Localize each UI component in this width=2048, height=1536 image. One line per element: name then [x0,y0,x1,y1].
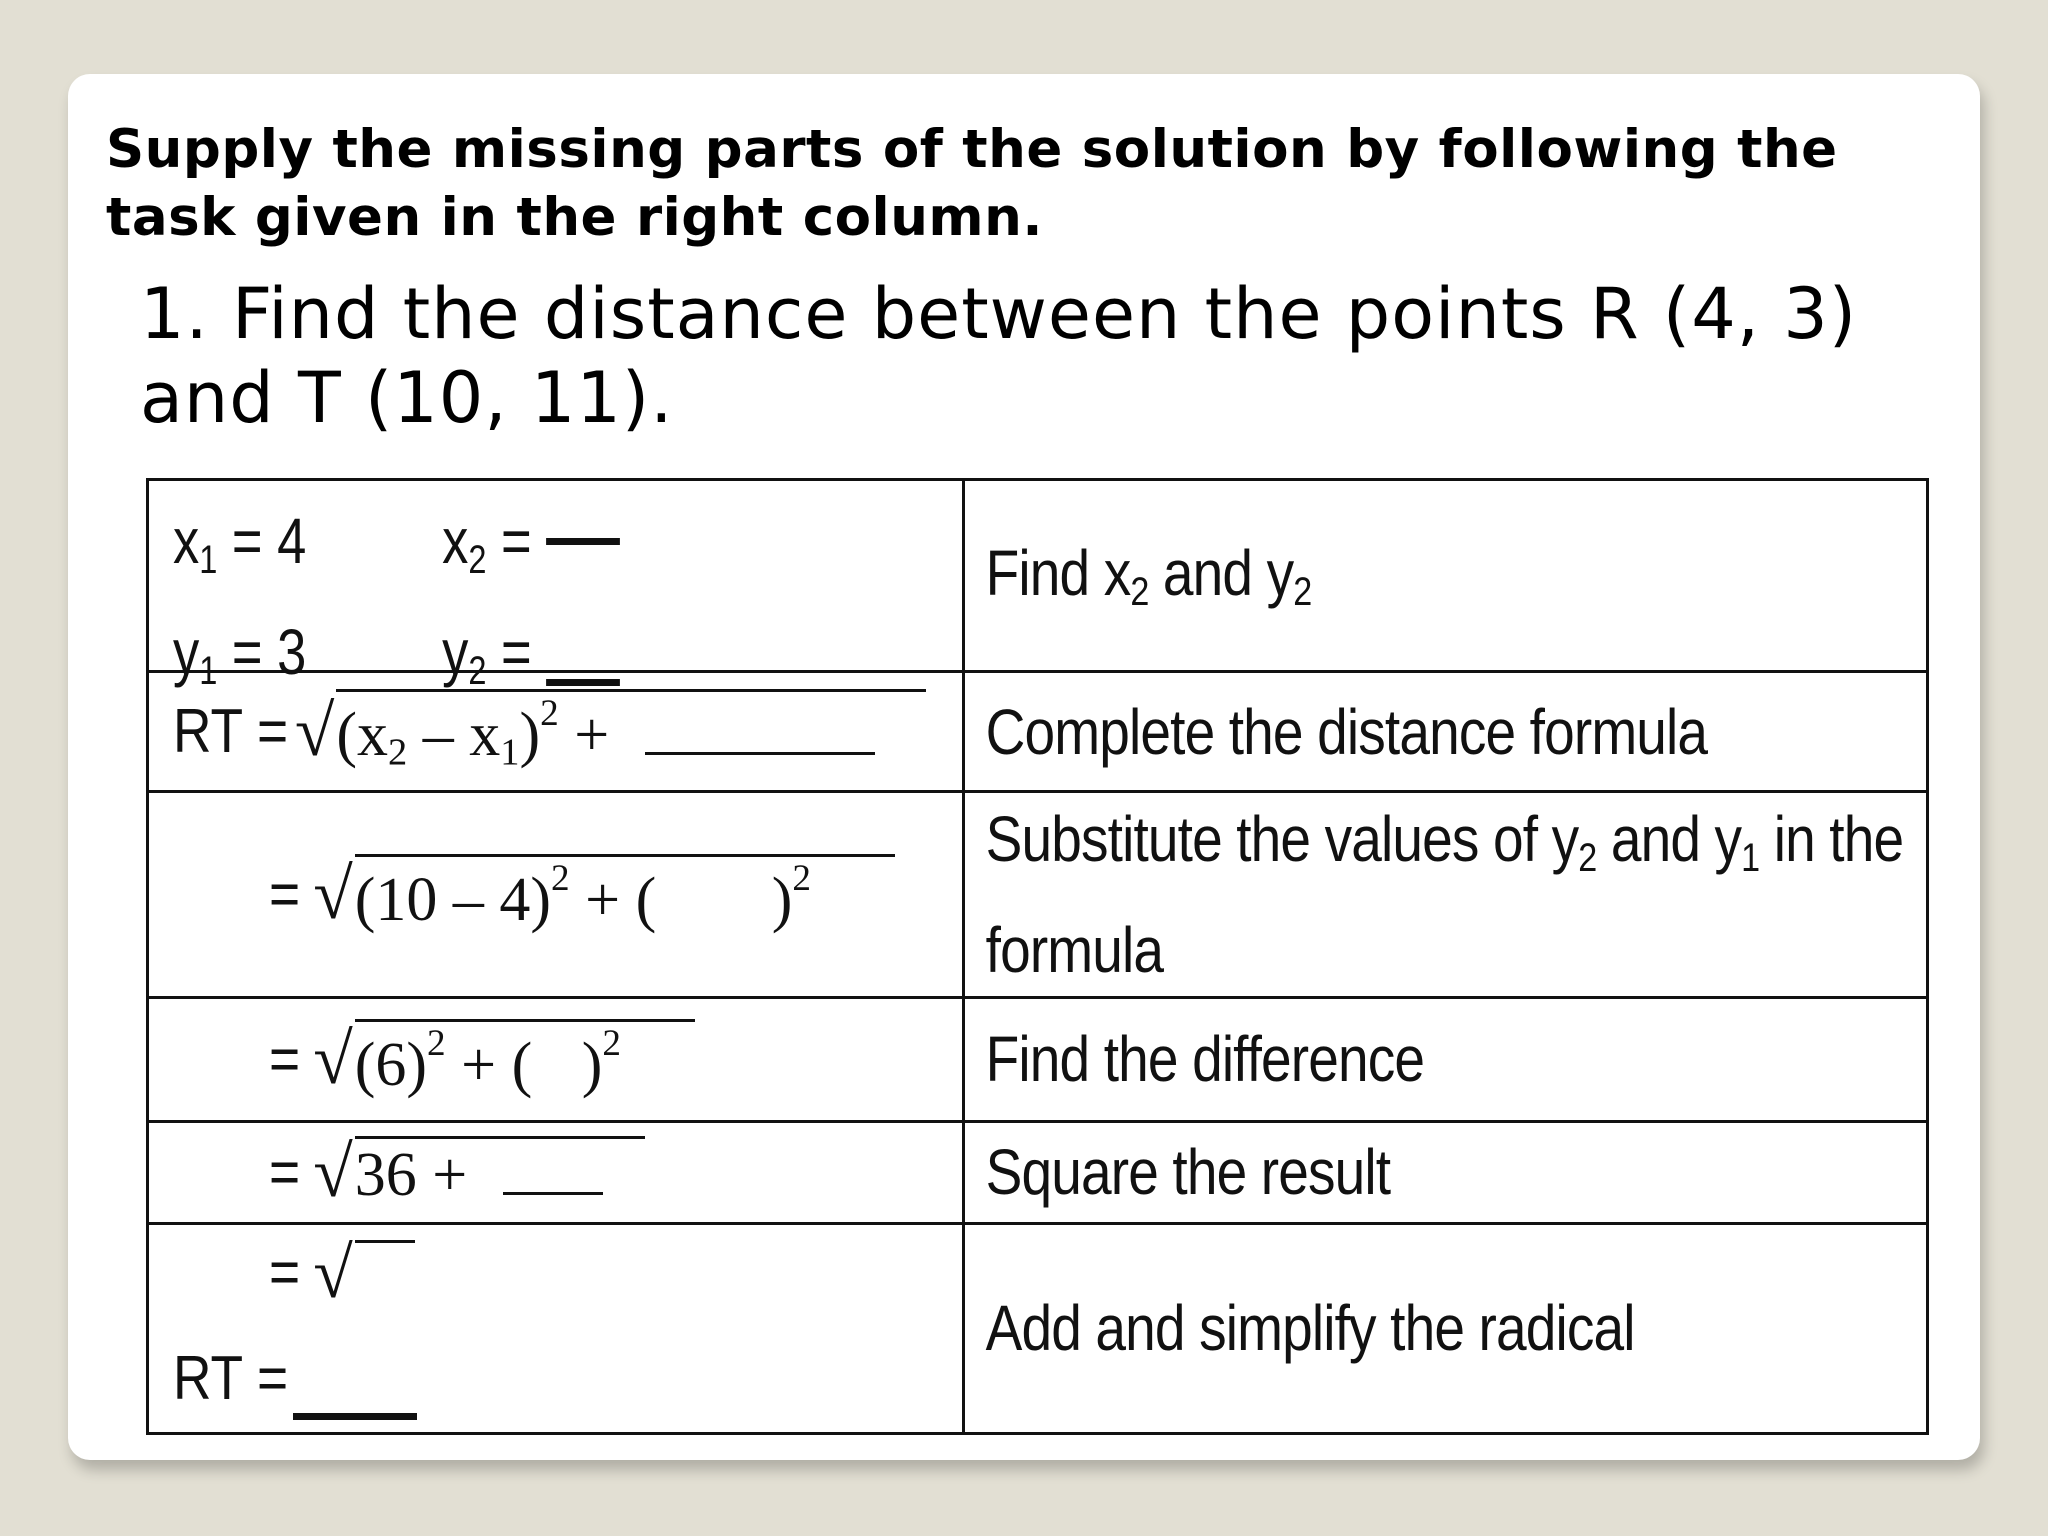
solution-table [146,478,1929,1435]
formula-blank[interactable] [645,752,875,755]
radical-icon: √ [313,1132,353,1213]
equals-sign: = [269,1024,301,1094]
table-row [148,480,1928,672]
problem-line-2: and T (10, 11). [140,357,674,439]
equals-sign: = [269,1238,301,1308]
slide-card [68,74,1980,1460]
table-row [148,1223,1928,1433]
givens-line-x: $x_1 = 4$ $x_2$ = [173,495,620,606]
task-cell [964,997,1928,1121]
sum-blank[interactable] [355,1240,415,1305]
table-row [148,1121,1928,1223]
givens-cell [148,480,964,693]
difference-cell [148,997,964,1121]
task-cell [964,1223,1928,1433]
instruction-text: Supply the missing parts of the solution by following the task given in the right column. [106,119,1838,248]
equals-sign: = [269,859,301,929]
task-square-result: Square the result [985,1136,1391,1209]
task-find-x2-y2: Find $x_2$ and $y_2$ [985,537,1312,614]
square-blank[interactable] [503,1192,603,1195]
equals-sign: = [269,1137,301,1207]
square-cell [148,1121,964,1223]
task-cell [964,792,1928,998]
x2-blank[interactable] [546,538,620,545]
final-cell [148,1223,964,1433]
radical-expression: 36 + [355,1136,645,1209]
task-add-simplify: Add and simplify the radical [985,1292,1635,1365]
problem-statement [140,272,1960,440]
task-cell [964,1121,1928,1223]
formula-cell [148,672,964,792]
problem-line-1: 1. Find the distance between the points R (4, 3) [140,273,1858,355]
radical-expression: $(x_2 - x_1)^2$ + [336,689,926,774]
radical-icon: √ [294,691,335,772]
task-cell [964,480,1928,672]
task-substitute: Substitute the values of $y_2$ and $y_1$ in the formula [985,803,1904,986]
task-complete-formula: Complete the distance formula [985,695,1708,768]
table-row [148,792,1928,998]
rt-label: RT = [173,696,289,766]
rt-answer-blank[interactable] [293,1413,417,1420]
table-row [148,672,1928,792]
radical-expression: $(6)^2$ + ( )$^2$ [355,1019,695,1099]
substitute-cell [148,792,964,998]
radical-icon: √ [313,1019,353,1100]
radical-icon: √ [313,854,353,935]
radical-icon: √ [313,1232,353,1313]
table-row [148,997,1928,1121]
radical-expression: (10 – 4)$^2$ + ( )$^2$ [355,854,895,934]
task-find-difference: Find the difference [985,1023,1425,1096]
task-cell [964,672,1928,792]
rt-label: RT = [173,1343,289,1413]
givens-line-y: $y_1 = 3$ $y_2$ = [173,606,620,717]
